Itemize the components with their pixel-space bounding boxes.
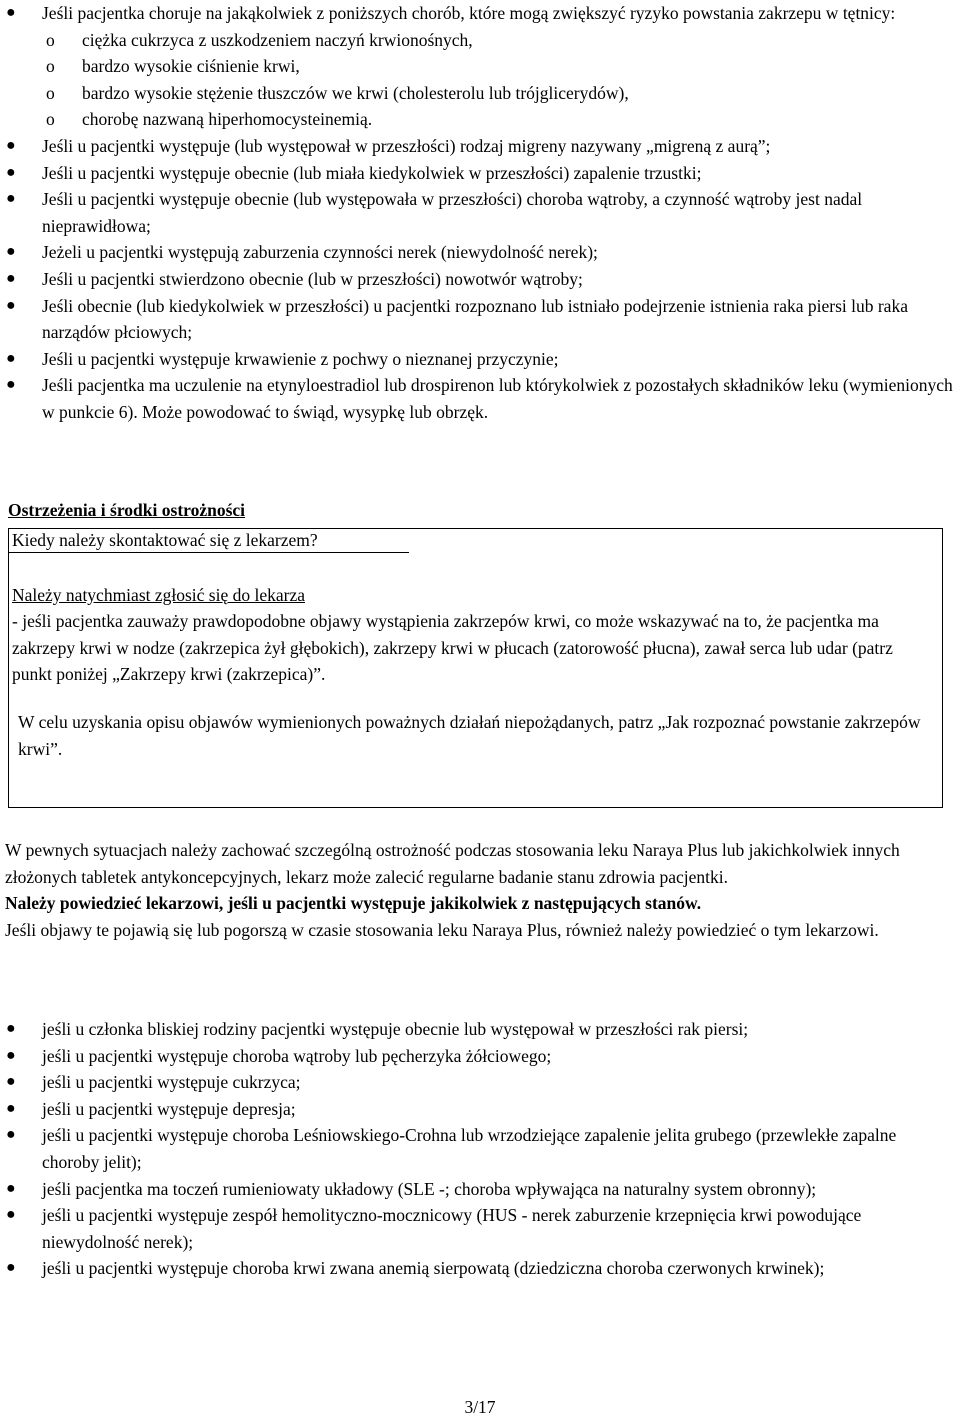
bullet-icon: ● — [6, 1259, 16, 1277]
list-item — [2, 293, 954, 346]
list-item — [2, 372, 954, 425]
paragraph-after: Jeśli objawy te pojawią się lub pogorszą w czasie stosowania leku Naraya Plus, również należy powiedzieć o tym lekarzowi. — [5, 919, 879, 940]
circle-bullet-icon: o — [46, 109, 55, 130]
sub-list-item-text: ciężka cukrzyca z uszkodzeniem naczyń krwionośnych, — [82, 29, 473, 50]
list-item — [2, 1122, 954, 1175]
sub-list-item-text: bardzo wysokie ciśnienie krwi, — [82, 56, 300, 77]
warning-box — [8, 528, 943, 808]
bullet-icon: ● — [6, 1020, 16, 1037]
list-item-text: jeśli u pacjentki występuje depresja; — [42, 1098, 296, 1119]
list-item — [2, 186, 954, 239]
bullet-icon: ● — [6, 190, 16, 208]
bullet-icon: ● — [6, 243, 16, 261]
list-item-text: jeśli u pacjentki występuje cukrzyca; — [42, 1072, 301, 1093]
bullet-icon: ● — [6, 296, 16, 314]
precautions-paragraph — [5, 837, 957, 943]
list-item — [2, 160, 954, 187]
urgent-heading: Należy natychmiast zgłosić się do lekarza — [12, 585, 306, 605]
section-heading: Ostrzeżenia i środki ostrożności — [8, 500, 246, 520]
paragraph-bold: Należy powiedzieć lekarzowi, jeśli u pacjentki występuje jakikolwiek z następujących stanów. — [5, 893, 702, 914]
conditions-list — [2, 1016, 954, 1282]
list-item-text: Jeśli pacjentka choruje na jakąkolwiek z poniższych chorób, które mogą zwiększyć ryzyko powstania zakrzepu w tętnicy: — [42, 3, 896, 23]
list-item — [2, 133, 954, 160]
list-item-text: Jeśli pacjentka ma uczulenie na etynyloestradiol lub drospirenon lub którykolwiek z pozostałych składników leku (wymienionych w punkcie 6). Może powodować to świąd, wysypkę lub obrzęk. — [42, 375, 953, 422]
list-item — [2, 346, 954, 373]
list-item-text: jeśli u pacjentki występuje choroba krwi zwana anemią sierpowatą (dziedziczna choroba czerwonych krwinek); — [42, 1258, 825, 1279]
bullet-icon: ● — [6, 1073, 16, 1091]
sub-list-item — [42, 53, 954, 80]
list-item-text: jeśli u pacjentki występuje choroba wątroby lub pęcherzyka żółciowego; — [42, 1045, 552, 1066]
circle-bullet-icon: o — [46, 29, 55, 50]
sub-list-item — [42, 106, 954, 133]
circle-bullet-icon: o — [46, 56, 55, 77]
bullet-icon: ● — [6, 269, 16, 287]
list-item-text: Jeżeli u pacjentki występują zaburzenia czynności nerek (niewydolność nerek); — [42, 242, 598, 263]
bullet-icon: ● — [6, 1046, 16, 1064]
list-item — [2, 1096, 954, 1123]
paragraph-intro: W pewnych sytuacjach należy zachować szczególną ostrożność podczas stosowania leku Naraya Plus lub jakichkolwiek innych złożonych tabletek antykoncepcyjnych, lekarz może zalecić regularne badanie stanu zdrowia pacjentki. — [5, 840, 900, 887]
list-item — [2, 1016, 954, 1043]
bullet-icon: ● — [6, 1126, 16, 1144]
sub-list-item — [42, 80, 954, 107]
list-item — [2, 1043, 954, 1070]
list-item — [2, 266, 954, 293]
bullet-icon: ● — [6, 376, 16, 394]
warning-question: Kiedy należy skontaktować się z lekarzem? — [12, 530, 318, 550]
list-item — [2, 1176, 954, 1203]
list-item-text: jeśli u pacjentki występuje zespół hemolityczno-mocznicowy (HUS - nerek zaburzenie krzepnięcia krwi powodujące niewydolność nerek); — [42, 1205, 862, 1252]
list-item-text: Jeśli obecnie (lub kiedykolwiek w przeszłości) u pacjentki rozpoznano lub istniało podejrzenie istnienia raka piersi lub raka narządów płciowych; — [42, 295, 908, 343]
contraindications-list — [2, 0, 954, 426]
urgent-text: - jeśli pacjentka zauważy prawdopodobne objawy wystąpienia zakrzepów krwi, co może wskazywać na to, że pacjentka ma zakrzepy krwi w nodze (zakrzepica żył głębokich), zakrzepy krwi w płucach (zatorowość płucna), zawał serca lub udar (patrz punkt poniżej „Zakrzepy krwi (zakrzepica)”. — [12, 611, 893, 685]
list-item-text: Jeśli u pacjentki występuje obecnie (lub występowała w przeszłości) choroba wątroby, a czynność wątroby jest nadal nieprawidłowa; — [42, 189, 863, 236]
list-item-text: jeśli pacjentka ma toczeń rumieniowaty układowy (SLE -; choroba wpływająca na naturalny system obronny); — [42, 1178, 817, 1199]
list-item — [2, 1069, 954, 1096]
bullet-icon: ● — [6, 136, 16, 154]
circle-bullet-icon: o — [46, 82, 55, 103]
sub-list-item — [42, 27, 954, 54]
bullet-icon: ● — [6, 349, 16, 367]
list-item-text: Jeśli u pacjentki występuje (lub występował w przeszłości) rodzaj migreny nazywany „migreną z aurą”; — [42, 135, 771, 156]
list-item-text: Jeśli u pacjentki występuje krwawienie z pochwy o nieznanej przyczynie; — [42, 348, 559, 369]
list-item — [2, 239, 954, 266]
bullet-icon: ● — [6, 4, 16, 21]
bullet-icon: ● — [6, 1099, 16, 1117]
reference-text: W celu uzyskania opisu objawów wymienionych poważnych działań niepożądanych, patrz „Jak rozpoznać powstanie zakrzepów krwi”. — [18, 712, 921, 759]
bullet-icon: ● — [6, 1179, 16, 1197]
list-item-text: Jeśli u pacjentki występuje obecnie (lub miała kiedykolwiek w przeszłości) zapalenie trzustki; — [42, 162, 702, 183]
list-item-text: Jeśli u pacjentki stwierdzono obecnie (lub w przeszłości) nowotwór wątroby; — [42, 268, 583, 289]
list-item — [2, 1255, 954, 1282]
list-item — [2, 0, 954, 133]
bullet-icon: ● — [6, 1206, 16, 1224]
list-item-text: jeśli u członka bliskiej rodziny pacjentki występuje obecnie lub występował w przeszłości rak piersi; — [42, 1019, 749, 1039]
page-number: 3/17 — [464, 1397, 496, 1417]
divider — [9, 552, 409, 553]
bullet-icon: ● — [6, 163, 16, 181]
list-item-text: jeśli u pacjentki występuje choroba Leśniowskiego-Crohna lub wrzodziejące zapalenie jelita grubego (przewlekłe zapalne choroby jelit); — [42, 1125, 897, 1172]
sub-list-item-text: chorobę nazwaną hiperhomocysteinemią. — [82, 109, 373, 130]
list-item — [2, 1202, 954, 1255]
sub-list-item-text: bardzo wysokie stężenie tłuszczów we krwi (cholesterolu lub trójglicerydów), — [82, 82, 629, 103]
sub-list — [42, 27, 954, 133]
